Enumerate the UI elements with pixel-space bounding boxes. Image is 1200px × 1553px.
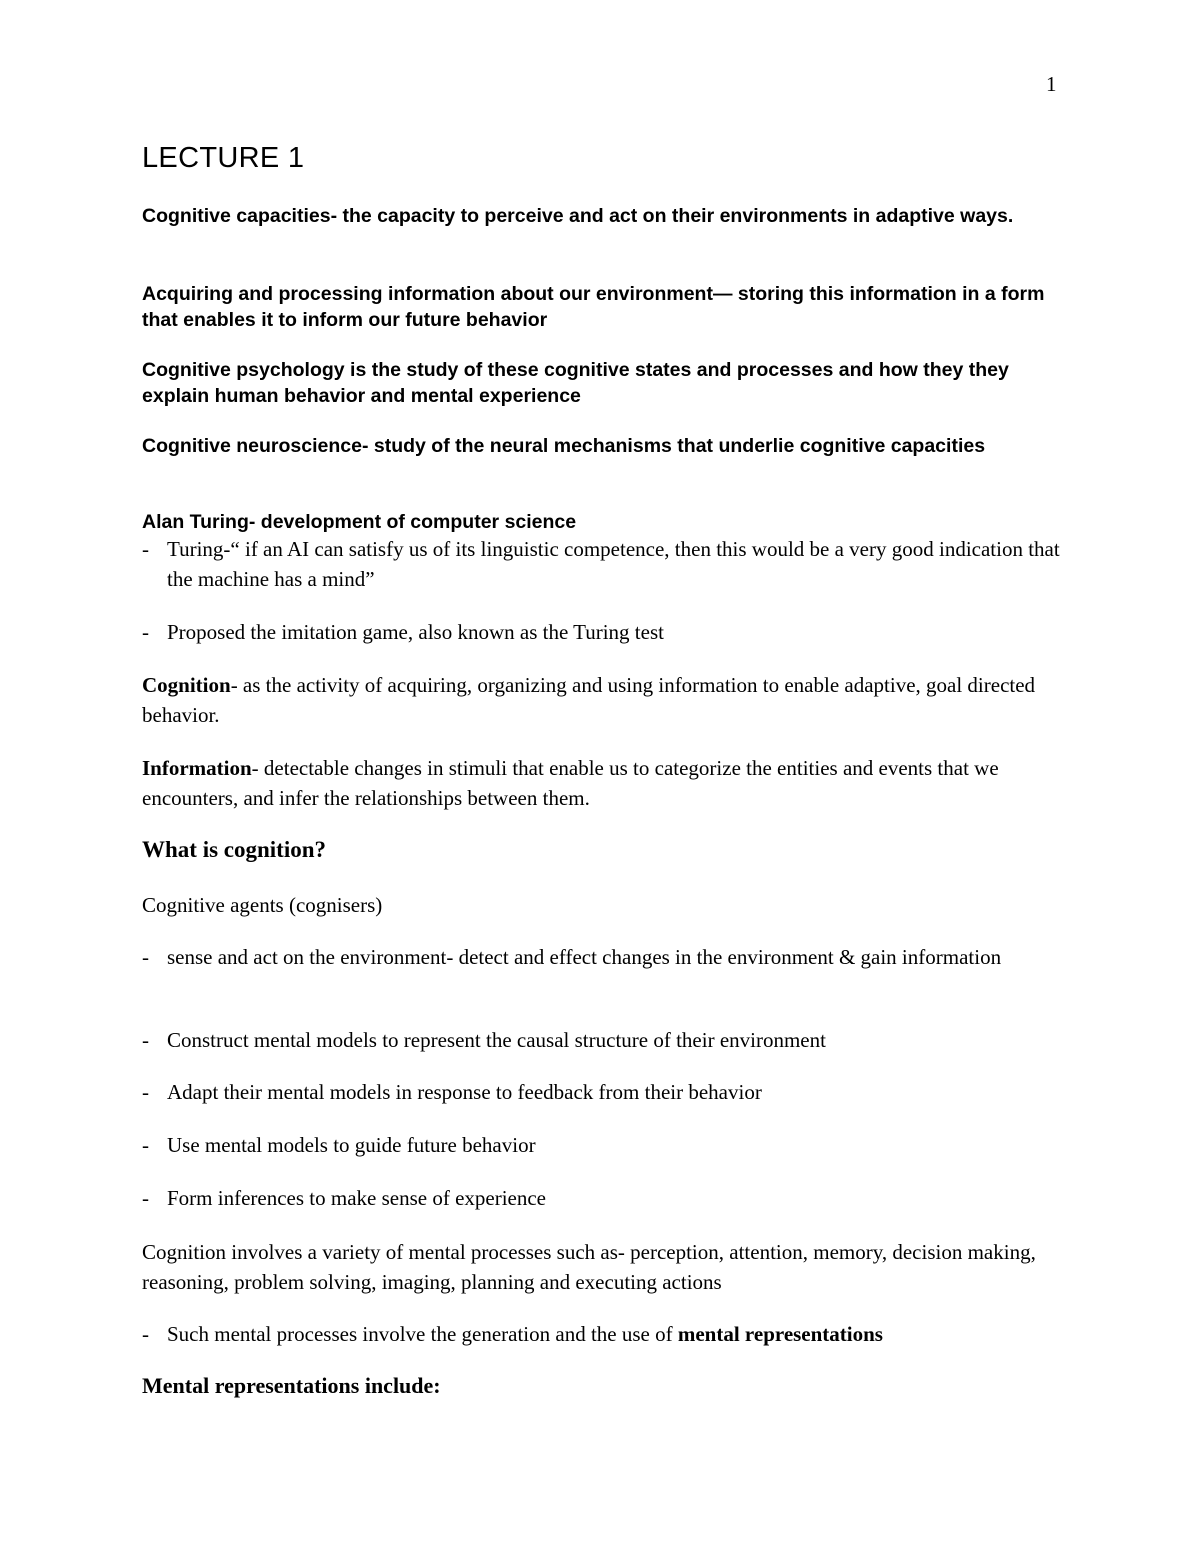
definition-text: - detectable changes in stimuli that enable us to categorize the entities and events that we encounters, and infer the relationships between them. bbox=[142, 756, 999, 810]
paragraph-cognitive-psychology: Cognitive psychology is the study of these cognitive states and processes and how they they explain human behavior and mental experience bbox=[142, 359, 1009, 407]
representations-heading: Mental representations include: bbox=[142, 1373, 441, 1398]
list-item bbox=[142, 1077, 1067, 1107]
bullet-dash: - bbox=[142, 620, 149, 644]
bullet-dash: - bbox=[142, 945, 149, 969]
list-item-text: Turing-“ if an AI can satisfy us of its linguistic competence, then this would be a very good indication that the machine has a mind” bbox=[167, 537, 1060, 591]
list-item-text: Such mental processes involve the generation and the use of bbox=[167, 1322, 678, 1346]
bullet-dash: - bbox=[142, 537, 149, 561]
list-item bbox=[142, 1130, 1067, 1160]
list-item bbox=[142, 617, 1067, 647]
definition-information bbox=[142, 753, 1062, 813]
section-intro: Cognitive agents (cognisers) bbox=[142, 893, 383, 917]
definition-term: Cognition bbox=[142, 673, 231, 697]
list-item-text: sense and act on the environment- detect and effect changes in the environment & gain information bbox=[167, 945, 1002, 969]
paragraph-mental-processes: Cognition involves a variety of mental processes such as- perception, attention, memory, decision making, reasoning, problem solving, imaging, planning and executing actions bbox=[142, 1240, 1036, 1294]
lecture-title: LECTURE 1 bbox=[142, 142, 305, 174]
definition-text: - as the activity of acquiring, organizing and using information to enable adaptive, goal directed behavior. bbox=[142, 673, 1036, 727]
bullet-dash: - bbox=[142, 1186, 149, 1210]
list-item-text: Use mental models to guide future behavior bbox=[167, 1133, 536, 1157]
bullet-dash: - bbox=[142, 1322, 149, 1346]
bullet-dash: - bbox=[142, 1028, 149, 1052]
list-item-bold-text: mental representations bbox=[677, 1322, 883, 1346]
list-item-text: Form inferences to make sense of experience bbox=[167, 1186, 547, 1210]
definition-term: Information bbox=[142, 756, 252, 780]
bullet-dash: - bbox=[142, 1080, 149, 1104]
list-item-text: Construct mental models to represent the causal structure of their environment bbox=[167, 1028, 826, 1052]
turing-heading: Alan Turing- development of computer science bbox=[142, 511, 577, 533]
page-number: 1 bbox=[1046, 72, 1057, 96]
paragraph-cognitive-capacities: Cognitive capacities- the capacity to perceive and act on their environments in adaptive ways. bbox=[142, 205, 1014, 227]
paragraph-acquiring-information: Acquiring and processing information about our environment— storing this information in a form that enables it to inform our future behavior bbox=[142, 283, 1045, 331]
definition-cognition bbox=[142, 670, 1062, 730]
list-item bbox=[142, 1319, 1067, 1349]
list-item bbox=[142, 1025, 1067, 1055]
bullet-dash: - bbox=[142, 1133, 149, 1157]
list-item bbox=[142, 534, 1067, 594]
section-heading: What is cognition? bbox=[142, 837, 327, 862]
list-item-text: Adapt their mental models in response to feedback from their behavior bbox=[167, 1080, 762, 1104]
list-item bbox=[142, 1183, 1067, 1213]
paragraph-cognitive-neuroscience: Cognitive neuroscience- study of the neural mechanisms that underlie cognitive capacities bbox=[142, 435, 986, 457]
list-item-text: Proposed the imitation game, also known as the Turing test bbox=[167, 620, 664, 644]
list-item bbox=[142, 942, 1067, 972]
